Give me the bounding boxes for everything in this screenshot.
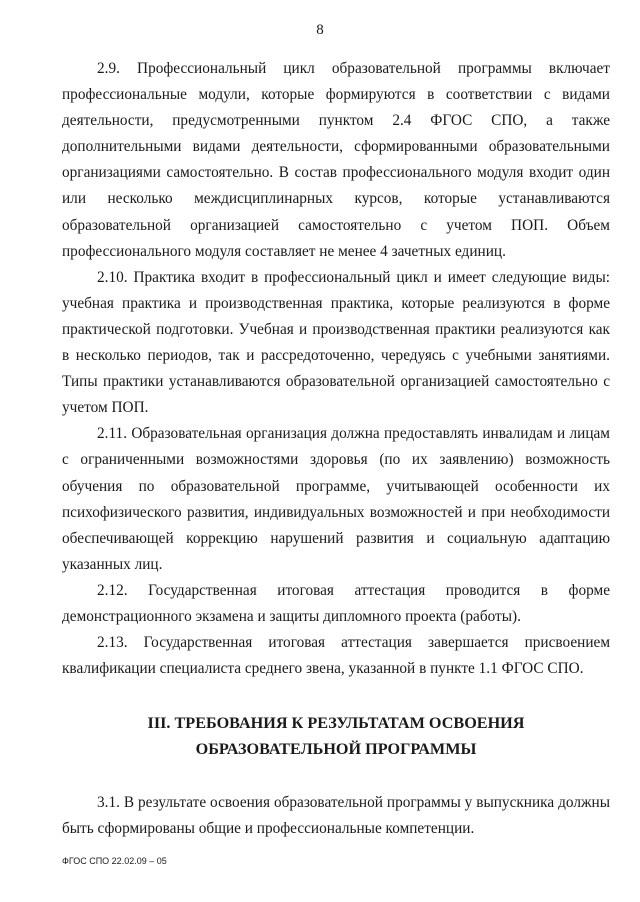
document-footer: ФГОС СПО 22.02.09 – 05 [62,856,167,866]
paragraph-3-1: 3.1. В результате освоения образовательной программы у выпускника должны быть сформированы общие и профессиональные компетенции. [62,794,610,838]
paragraph-2-13: 2.13. Государственная итоговая аттестация завершается присвоением квалификации специалиста среднего звена, указанной в пункте 1.1 ФГОС СПО. [62,634,610,678]
paragraph-2-9: 2.9. Профессиональный цикл образовательной программы включает профессиональные модули, которые формируются в соответствии с видами деятельности, предусмотренными пунктом 2.4 ФГОС СПО, а также дополнительными видами деятельности, сформированными образовательными организациями самостоятельно. В состав профессионального модуля входит один или несколько междисциплинарных курсов, которые устанавливаются образовательной организацией самостоятельно с учетом ПОП. Объем профессионального модуля составляет не менее 4 зачетных единиц. [62,60,610,260]
page-number: 8 [316,22,324,38]
paragraph-2-11: 2.11. Образовательная организация должна предоставлять инвалидам и лицам с ограниченными возможностями здоровья (по их заявлению) возможность обучения по образовательной программе, учитывающей особенности их психофизического развития, индивидуальных возможностей и при необходимости обеспечивающей коррекцию нарушений развития и социальную адаптацию указанных лиц. [62,425,610,573]
section-heading: III. ТРЕБОВАНИЯ К РЕЗУЛЬТАТАМ ОСВОЕНИЯ ОБРАЗОВАТЕЛЬНОЙ ПРОГРАММЫ [147,714,525,759]
paragraph-2-10: 2.10. Практика входит в профессиональный цикл и имеет следующие виды: учебная практика и производственная практика, которые реализуются в форме практической подготовки. Учебная и производственная практики реализуются как в несколько периодов, так и рассредоточенно, чередуясь с учебными занятиями. Типы практики устанавливаются образовательной организацией самостоятельно с учетом ПОП. [62,268,610,417]
document-body [62,56,610,842]
paragraph-2-12: 2.12. Государственная итоговая аттестация проводится в форме демонстрационного экзамена и защиты дипломного проекта (работы). [62,581,610,625]
